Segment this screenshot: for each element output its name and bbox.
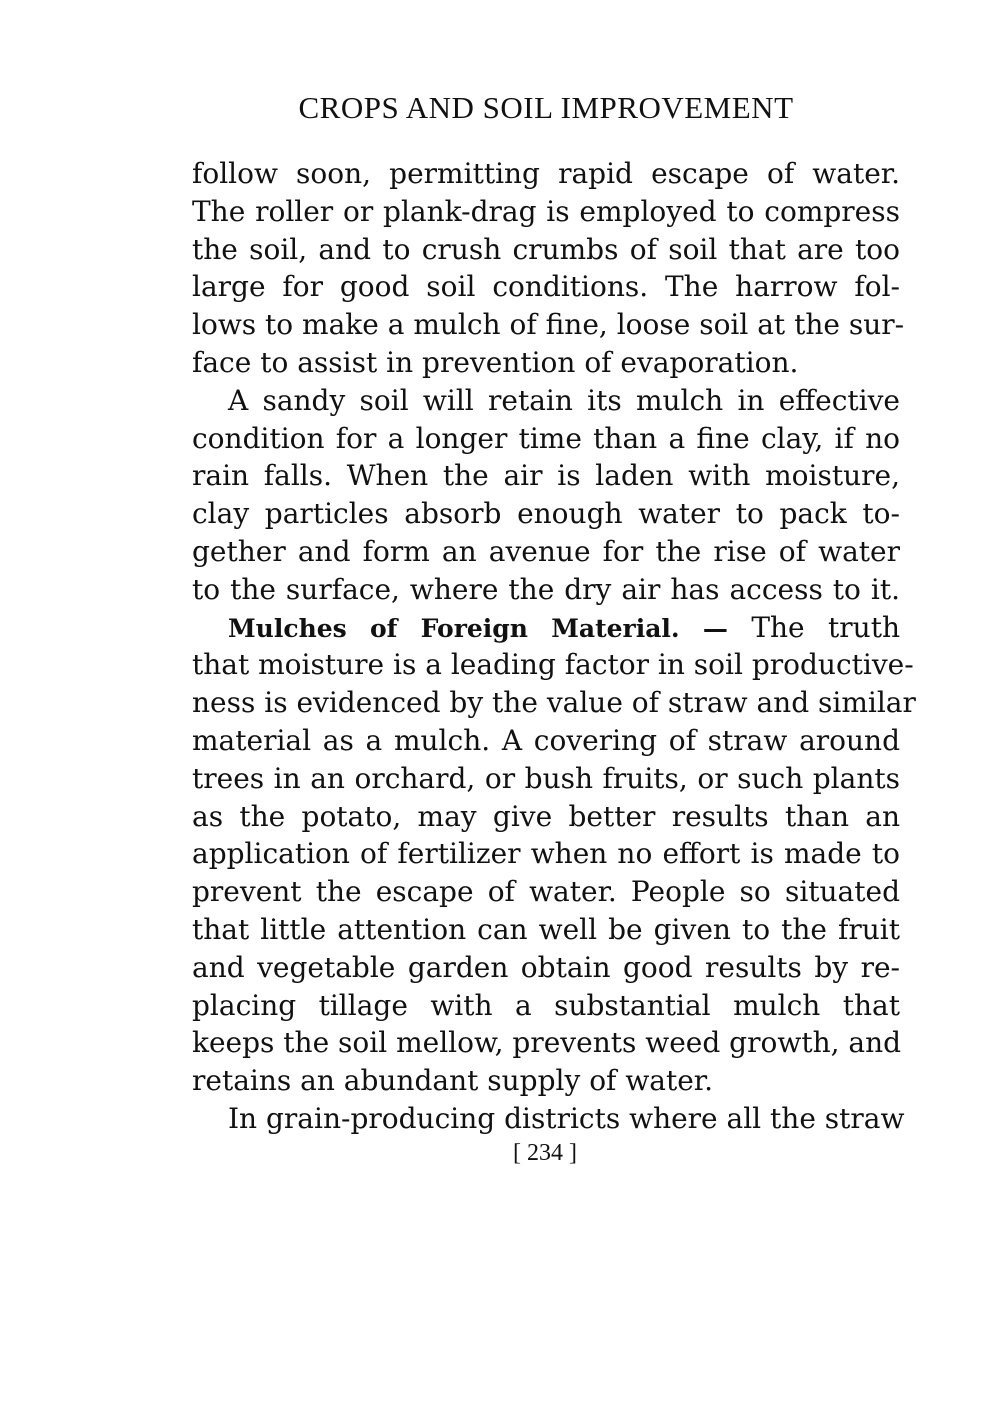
text-line: In grain-producing districts where all the straw bbox=[228, 1101, 905, 1135]
text-line: that little attention can well be given to the fruit bbox=[192, 912, 900, 946]
text-line: retains an abundant supply of water. bbox=[192, 1064, 714, 1098]
section-heading: Mulches of Foreign Material. — bbox=[228, 613, 728, 643]
text-line: prevent the escape of water. People so situated bbox=[192, 875, 900, 909]
text-line: face to assist in prevention of evaporation. bbox=[192, 345, 799, 379]
text-line: application of fertilizer when no effort is made to bbox=[192, 837, 900, 871]
body-text bbox=[192, 155, 916, 1138]
text-line: as the potato, may give better results than an bbox=[192, 799, 900, 833]
text-line: follow soon, permitting rapid escape of water. bbox=[192, 157, 900, 190]
text-line: The roller or plank-drag is employed to compress bbox=[192, 194, 900, 228]
text-line: and vegetable garden obtain good results by re- bbox=[192, 950, 900, 984]
text-line: gether and form an avenue for the rise of water bbox=[192, 534, 900, 568]
text-line: lows to make a mulch of fine, loose soil at the sur- bbox=[192, 308, 905, 342]
text-run: The truth bbox=[751, 610, 900, 644]
text-line: that moisture is a leading factor in soil productive- bbox=[192, 648, 914, 682]
text-line: large for good soil conditions. The harrow fol- bbox=[192, 270, 900, 304]
page-number: [ 234 ] bbox=[513, 1140, 577, 1166]
text-line: rain falls. When the air is laden with moisture, bbox=[192, 459, 900, 493]
text-line: A sandy soil will retain its mulch in effective bbox=[228, 383, 900, 417]
text-line: ness is evidenced by the value of straw and similar bbox=[192, 686, 916, 720]
section-heading-line bbox=[192, 609, 900, 647]
text-line: the soil, and to crush crumbs of soil that are too bbox=[192, 232, 900, 266]
text-line: clay particles absorb enough water to pack to- bbox=[192, 497, 900, 531]
text-line: trees in an orchard, or bush fruits, or such plants bbox=[192, 761, 900, 795]
text-line: to the surface, where the dry air has access to it. bbox=[192, 572, 900, 606]
text-line: keeps the soil mellow, prevents weed growth, and bbox=[192, 1026, 902, 1060]
text-line: placing tillage with a substantial mulch that bbox=[192, 988, 900, 1022]
running-head: CROPS AND SOIL IMPROVEMENT bbox=[298, 90, 794, 125]
text-line: material as a mulch. A covering of straw around bbox=[192, 723, 900, 757]
text-line: condition for a longer time than a fine clay, if no bbox=[192, 421, 900, 455]
